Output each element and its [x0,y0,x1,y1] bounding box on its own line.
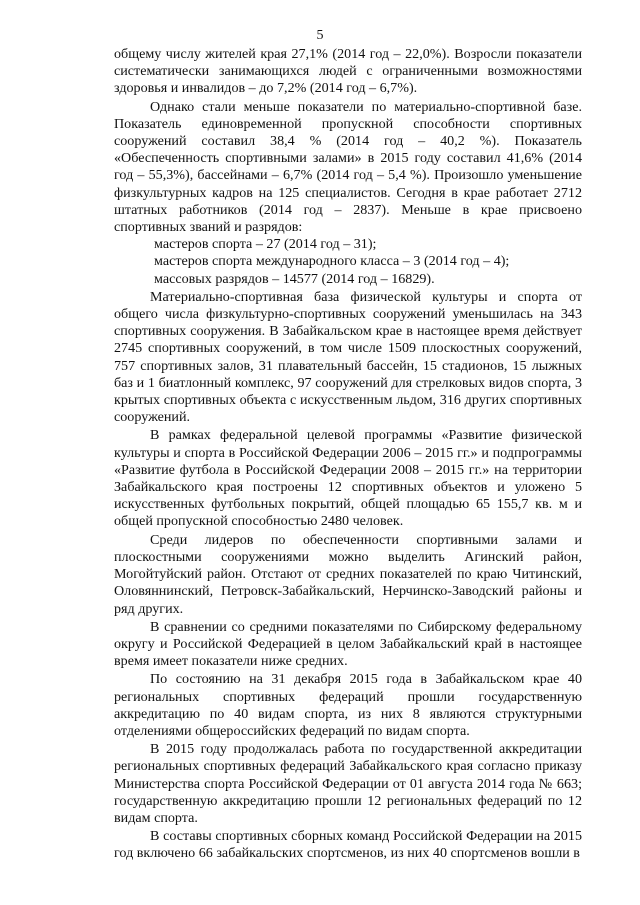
list-item: массовых разрядов – 14577 (2014 год – 16829). [154,270,435,287]
list-item: мастеров спорта международного класса – 3 (2014 год – 4); [154,253,510,270]
page-number: 5 [316,28,324,43]
paragraph: В рамках федеральной целевой программы «Развитие физической культуры и спорта в Российской Федерации 2006 – 2015 гг.» и подпрограммы «Развитие футбола в Российской Федерации 2008 – 2015 гг.» на территории Забайкальского края построены 12 спортивных объектов и уложено 5 искусственных футбольных покрытий, общей площадью 65 155,7 кв. м и общей пропускной способностью 2480 человек. [114,427,582,530]
paragraph: Среди лидеров по обеспеченности спортивными залами и плоскостными сооружениями можно выделить Агинский район, Могойтуйский район. Отстают от средних показателей по краю Читинский, Оловяннинский, Петровск-Забайкальский, Нерчинско-Заводский районы и ряд других. [114,531,582,617]
paragraph: Однако стали меньше показатели по материально-спортивной базе. Показатель единовременной пропускной способности спортивных сооружений составил 38,4 % (2014 год – 40,2 %). Показатель «Обеспеченность спортивными залами» в 2015 году составил 41,6% (2014 год – 55,3%), бассейнами – 6,7% (2014 год – 5,4 %). Произошло уменьшение физкультурных кадров на 125 специалистов. Сегодня в крае работает 2712 штатных работников (2014 год – 2837). Меньше в крае присвоено спортивных званий и разрядов: [114,98,582,236]
document-body [114,46,582,863]
sports-titles-list [114,236,582,288]
paragraph: Материально-спортивная база физической культуры и спорта от общего числа физкультурно-спортивных сооружений уменьшилась на 343 спортивных сооружения. В Забайкальском крае в настоящее время действует 2745 спортивных сооружений, в том числе 1509 плоскостных сооружений, 757 спортивных залов, 31 плавательный бассейн, 15 стадионов, 15 лыжных баз и 1 биатлонный комплекс, 97 сооружений для стрелковых видов спорта, 3 крытых спортивных объекта с искусственным льдом, 316 других спортивных сооружений. [114,288,582,426]
paragraph: общему числу жителей края 27,1% (2014 год – 22,0%). Возросли показатели систематически занимающихся людей с ограниченными возможностями здоровья и инвалидов – до 7,2% (2014 год – 6,7%). [114,46,582,97]
paragraph: В 2015 году продолжалась работа по государственной аккредитации региональных спортивных федераций Забайкальского края согласно приказу Министерства спорта Российской Федерации от 01 августа 2014 года № 663; государственную аккредитацию прошли 12 региональных федераций по 12 видам спорта. [114,741,582,826]
paragraph: В составы спортивных сборных команд Российской Федерации на 2015 год включено 66 забайкальских спортсменов, из них 40 спортсменов вошли в [114,828,582,862]
paragraph: По состоянию на 31 декабря 2015 года в Забайкальском крае 40 региональных спортивных федераций прошли государственную аккредитацию по 40 видам спорта, из них 8 являются структурными отделениями общероссийских федераций по видам спорта. [114,671,582,739]
list-item: мастеров спорта – 27 (2014 год – 31); [154,236,377,253]
paragraph: В сравнении со средними показателями по Сибирскому федеральному округу и Российской Федерацией в целом Забайкальский край в настоящее время имеет показатели ниже средних. [114,618,582,670]
